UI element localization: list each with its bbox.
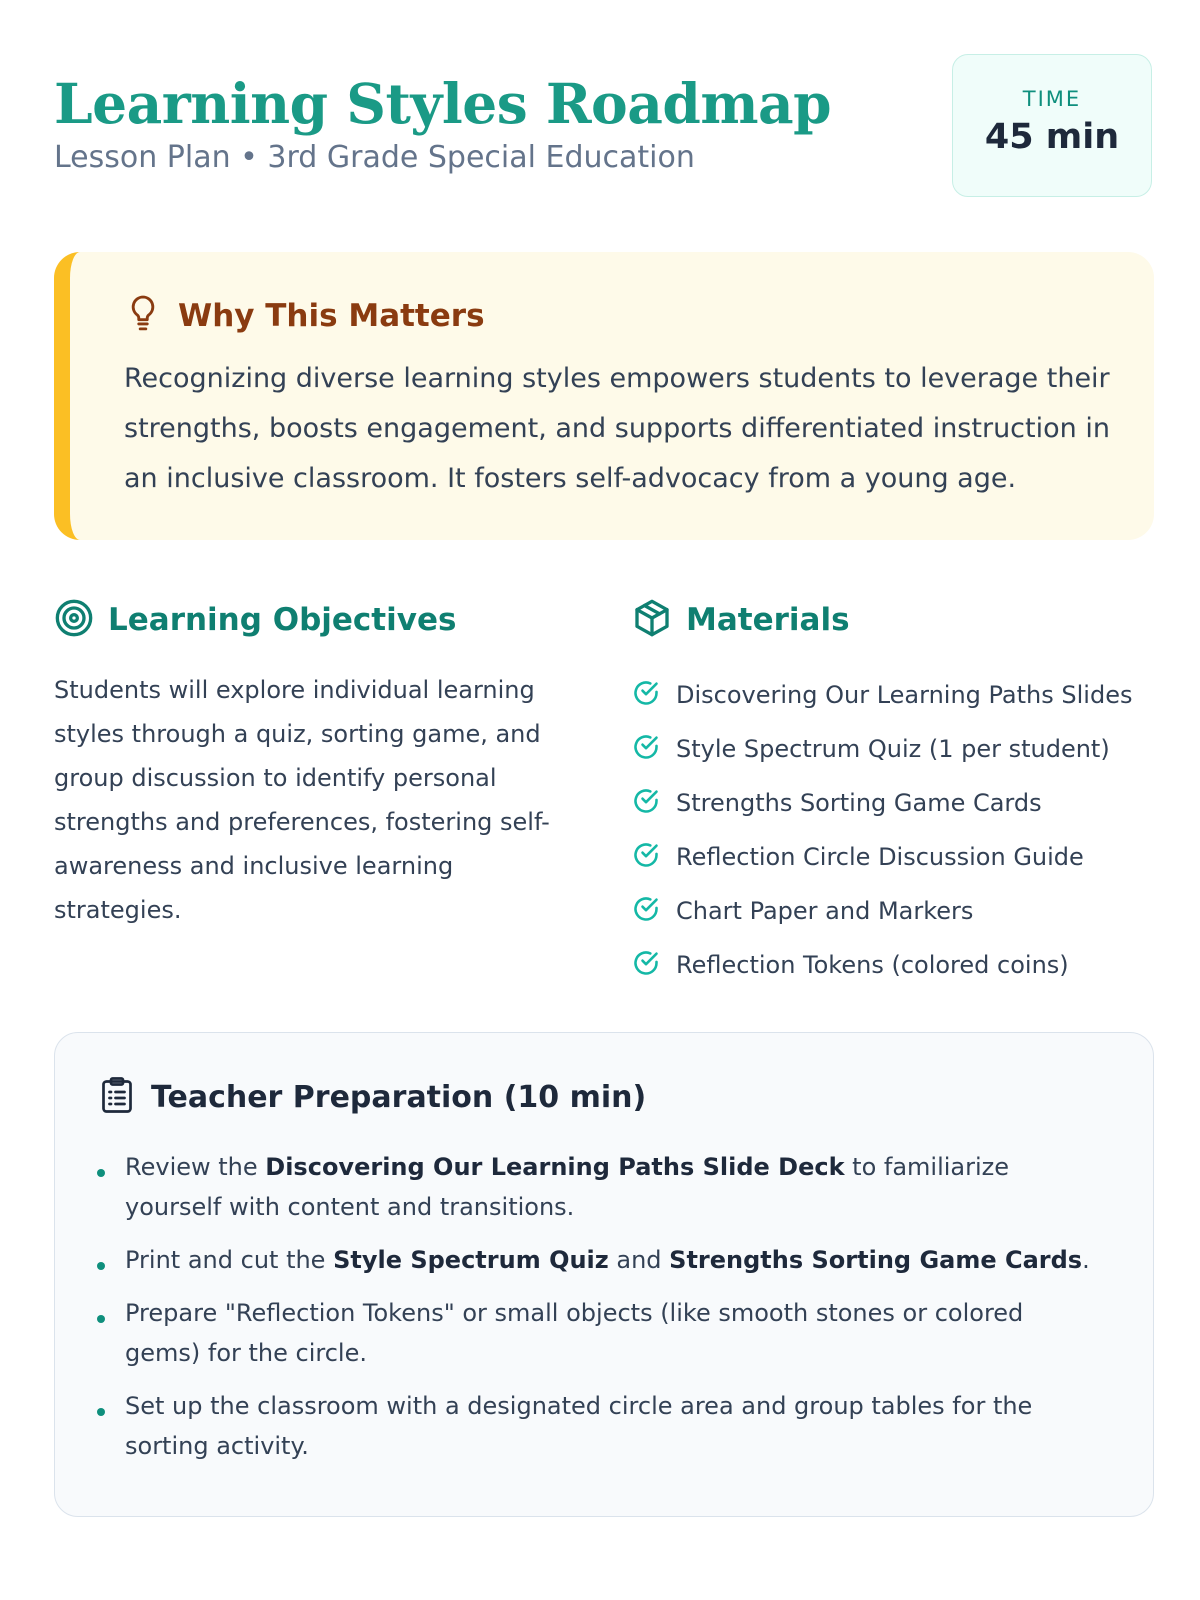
lightbulb-icon — [126, 294, 178, 338]
prep-heading — [99, 1075, 646, 1119]
package-icon — [632, 598, 686, 642]
material-item — [632, 830, 1132, 884]
why-heading — [126, 294, 485, 338]
target-icon — [54, 598, 108, 642]
objectives-heading — [54, 598, 456, 642]
bullet-dot — [97, 1315, 105, 1323]
prep-text: . — [1082, 1246, 1090, 1274]
teacher-preparation-card — [54, 1032, 1154, 1517]
materials-list — [632, 668, 1132, 992]
page-title: Learning Styles Roadmap — [54, 71, 832, 136]
prep-title: Teacher Preparation (10 min) — [151, 1079, 647, 1115]
material-item — [632, 776, 1132, 830]
check-circle-icon — [632, 679, 676, 711]
objectives-title: Learning Objectives — [108, 602, 457, 638]
why-text: Recognizing diverse learning styles empowers students to leverage their strengths, boosts engagement, and supports differentiated instruction in an inclusive classroom. It fosters self-advocacy from a young age. — [124, 363, 1110, 494]
time-badge — [952, 54, 1152, 197]
materials-heading — [632, 598, 850, 642]
why-this-matters-card — [54, 252, 1154, 540]
material-label: Discovering Our Learning Paths Slides — [676, 681, 1133, 709]
material-label: Strengths Sorting Game Cards — [676, 789, 1042, 817]
materials-title: Materials — [686, 602, 850, 638]
material-item — [632, 884, 1132, 938]
prep-text: Print and cut the — [125, 1246, 334, 1274]
clipboard-list-icon — [99, 1075, 151, 1119]
prep-item — [95, 1147, 1105, 1227]
check-circle-icon — [632, 841, 676, 873]
time-value: 45 min — [984, 117, 1120, 157]
page-subtitle: Lesson Plan • 3rd Grade Special Education — [54, 140, 695, 175]
material-item — [632, 722, 1132, 776]
material-label: Reflection Circle Discussion Guide — [676, 843, 1084, 871]
prep-text: to familiarize yourself with content and transitions. — [125, 1153, 1010, 1221]
prep-list — [95, 1147, 1105, 1479]
prep-text: Prepare "Reflection Tokens" or small objects (like smooth stones or colored gems) for the circle. — [125, 1299, 1024, 1367]
material-item — [632, 668, 1132, 722]
prep-item — [95, 1293, 1105, 1373]
prep-bold-text: Strengths Sorting Game Cards — [669, 1246, 1083, 1274]
prep-item — [95, 1386, 1105, 1466]
check-circle-icon — [632, 949, 676, 981]
material-label: Reflection Tokens (colored coins) — [676, 951, 1069, 979]
bullet-dot — [97, 1262, 105, 1270]
material-label: Style Spectrum Quiz (1 per student) — [676, 735, 1110, 763]
check-circle-icon — [632, 733, 676, 765]
bullet-dot — [97, 1169, 105, 1177]
prep-text: Review the — [125, 1153, 266, 1181]
prep-item — [95, 1240, 1105, 1280]
check-circle-icon — [632, 895, 676, 927]
objectives-text: Students will explore individual learning styles through a quiz, sorting game, and group discussion to identify personal strengths and preferences, fostering self-awareness and inclusive learning strategies. — [54, 676, 550, 924]
prep-bold-text: Style Spectrum Quiz — [333, 1246, 609, 1274]
material-label: Chart Paper and Markers — [676, 897, 974, 925]
time-label: TIME — [1022, 87, 1082, 111]
prep-bold-text: Discovering Our Learning Paths Slide Deck — [265, 1153, 845, 1181]
prep-text: Set up the classroom with a designated circle area and group tables for the sorting activity. — [125, 1392, 1033, 1460]
material-item — [632, 938, 1132, 992]
bullet-dot — [97, 1408, 105, 1416]
why-title: Why This Matters — [178, 298, 485, 334]
prep-text: and — [608, 1246, 670, 1274]
check-circle-icon — [632, 787, 676, 819]
